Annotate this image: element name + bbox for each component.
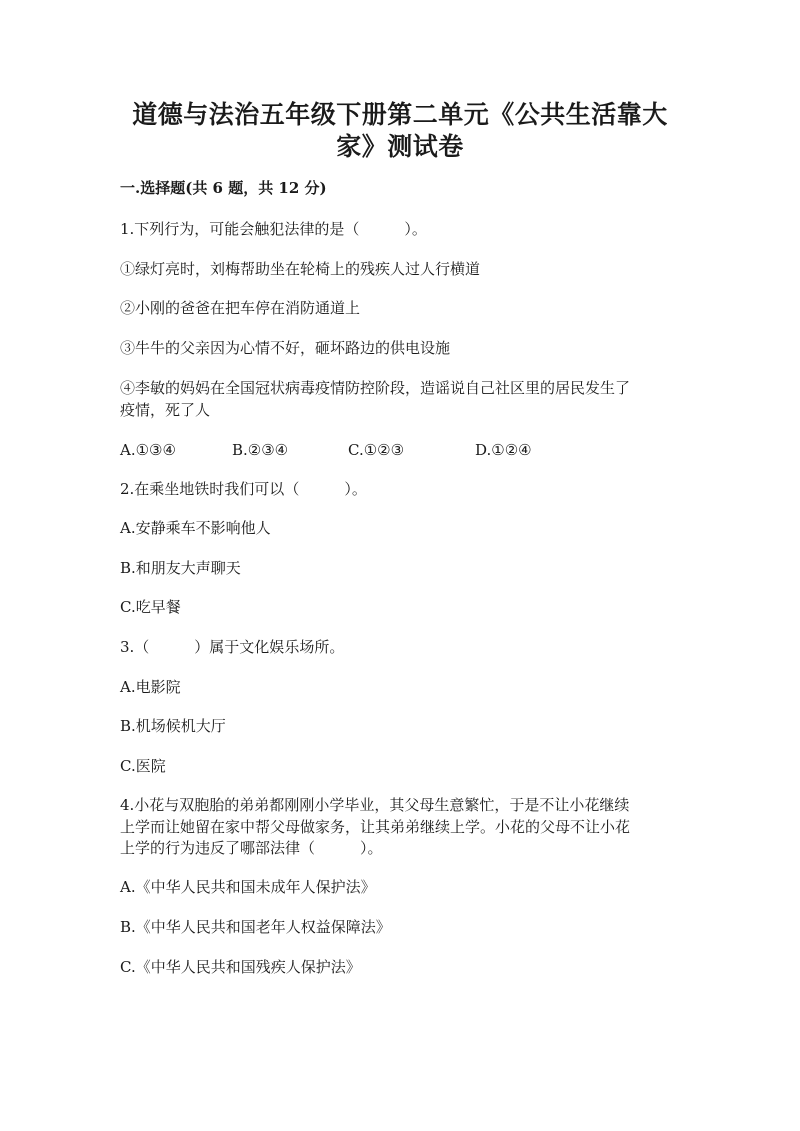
section-heading: 一.选择题(共 6 题，共 12 分) bbox=[120, 179, 327, 197]
question-3-option-c: C.医院 bbox=[120, 757, 166, 775]
question-3-option-a: A.电影院 bbox=[120, 678, 181, 696]
question-4-stem-line-2: 上学而让她留在家中帮父母做家务，让其弟弟继续上学。小花的父母不让小花 bbox=[120, 818, 631, 836]
question-1-option-c: C.①②③ bbox=[348, 441, 405, 459]
question-4-stem-line-1: 4.小花与双胞胎的弟弟都刚刚小学毕业，其父母生意繁忙，于是不让小花继续 bbox=[120, 796, 630, 814]
question-4-option-a: A.《中华人民共和国未成年人保护法》 bbox=[120, 878, 376, 896]
question-1-stem: 1.下列行为，可能会触犯法律的是（ ）。 bbox=[120, 220, 427, 238]
question-1-option-b: B.②③④ bbox=[232, 441, 289, 459]
question-1-statement-4-continued: 疫情，死了人 bbox=[120, 401, 211, 419]
question-2-option-a: A.安静乘车不影响他人 bbox=[120, 519, 271, 537]
question-1-statement-2: ②小刚的爸爸在把车停在消防通道上 bbox=[120, 299, 361, 317]
question-3-option-b: B.机场候机大厅 bbox=[120, 717, 226, 735]
question-4-stem-line-3: 上学的行为违反了哪部法律（ ）。 bbox=[120, 839, 383, 857]
question-1-statement-1: ①绿灯亮时，刘梅帮助坐在轮椅上的残疾人过人行横道 bbox=[120, 260, 481, 278]
question-2-option-b: B.和朋友大声聊天 bbox=[120, 559, 241, 577]
document-title-line-2: 家》测试卷 bbox=[336, 132, 464, 161]
question-3-stem: 3.（ ）属于文化娱乐场所。 bbox=[120, 638, 345, 656]
question-1-option-a: A.①③④ bbox=[120, 441, 176, 459]
question-4-option-c: C.《中华人民共和国残疾人保护法》 bbox=[120, 958, 361, 976]
question-1-statement-3: ③牛牛的父亲因为心情不好，砸坏路边的供电设施 bbox=[120, 339, 451, 357]
question-4-option-b: B.《中华人民共和国老年人权益保障法》 bbox=[120, 918, 391, 936]
question-2-option-c: C.吃早餐 bbox=[120, 598, 181, 616]
question-1-statement-4: ④李敏的妈妈在全国冠状病毒疫情防控阶段，造谣说自己社区里的居民发生了 bbox=[120, 379, 631, 397]
question-1-option-d: D.①②④ bbox=[475, 441, 532, 459]
question-2-stem: 2.在乘坐地铁时我们可以（ ）。 bbox=[120, 480, 367, 498]
document-title-line-1: 道德与法治五年级下册第二单元《公共生活靠大 bbox=[132, 100, 668, 129]
